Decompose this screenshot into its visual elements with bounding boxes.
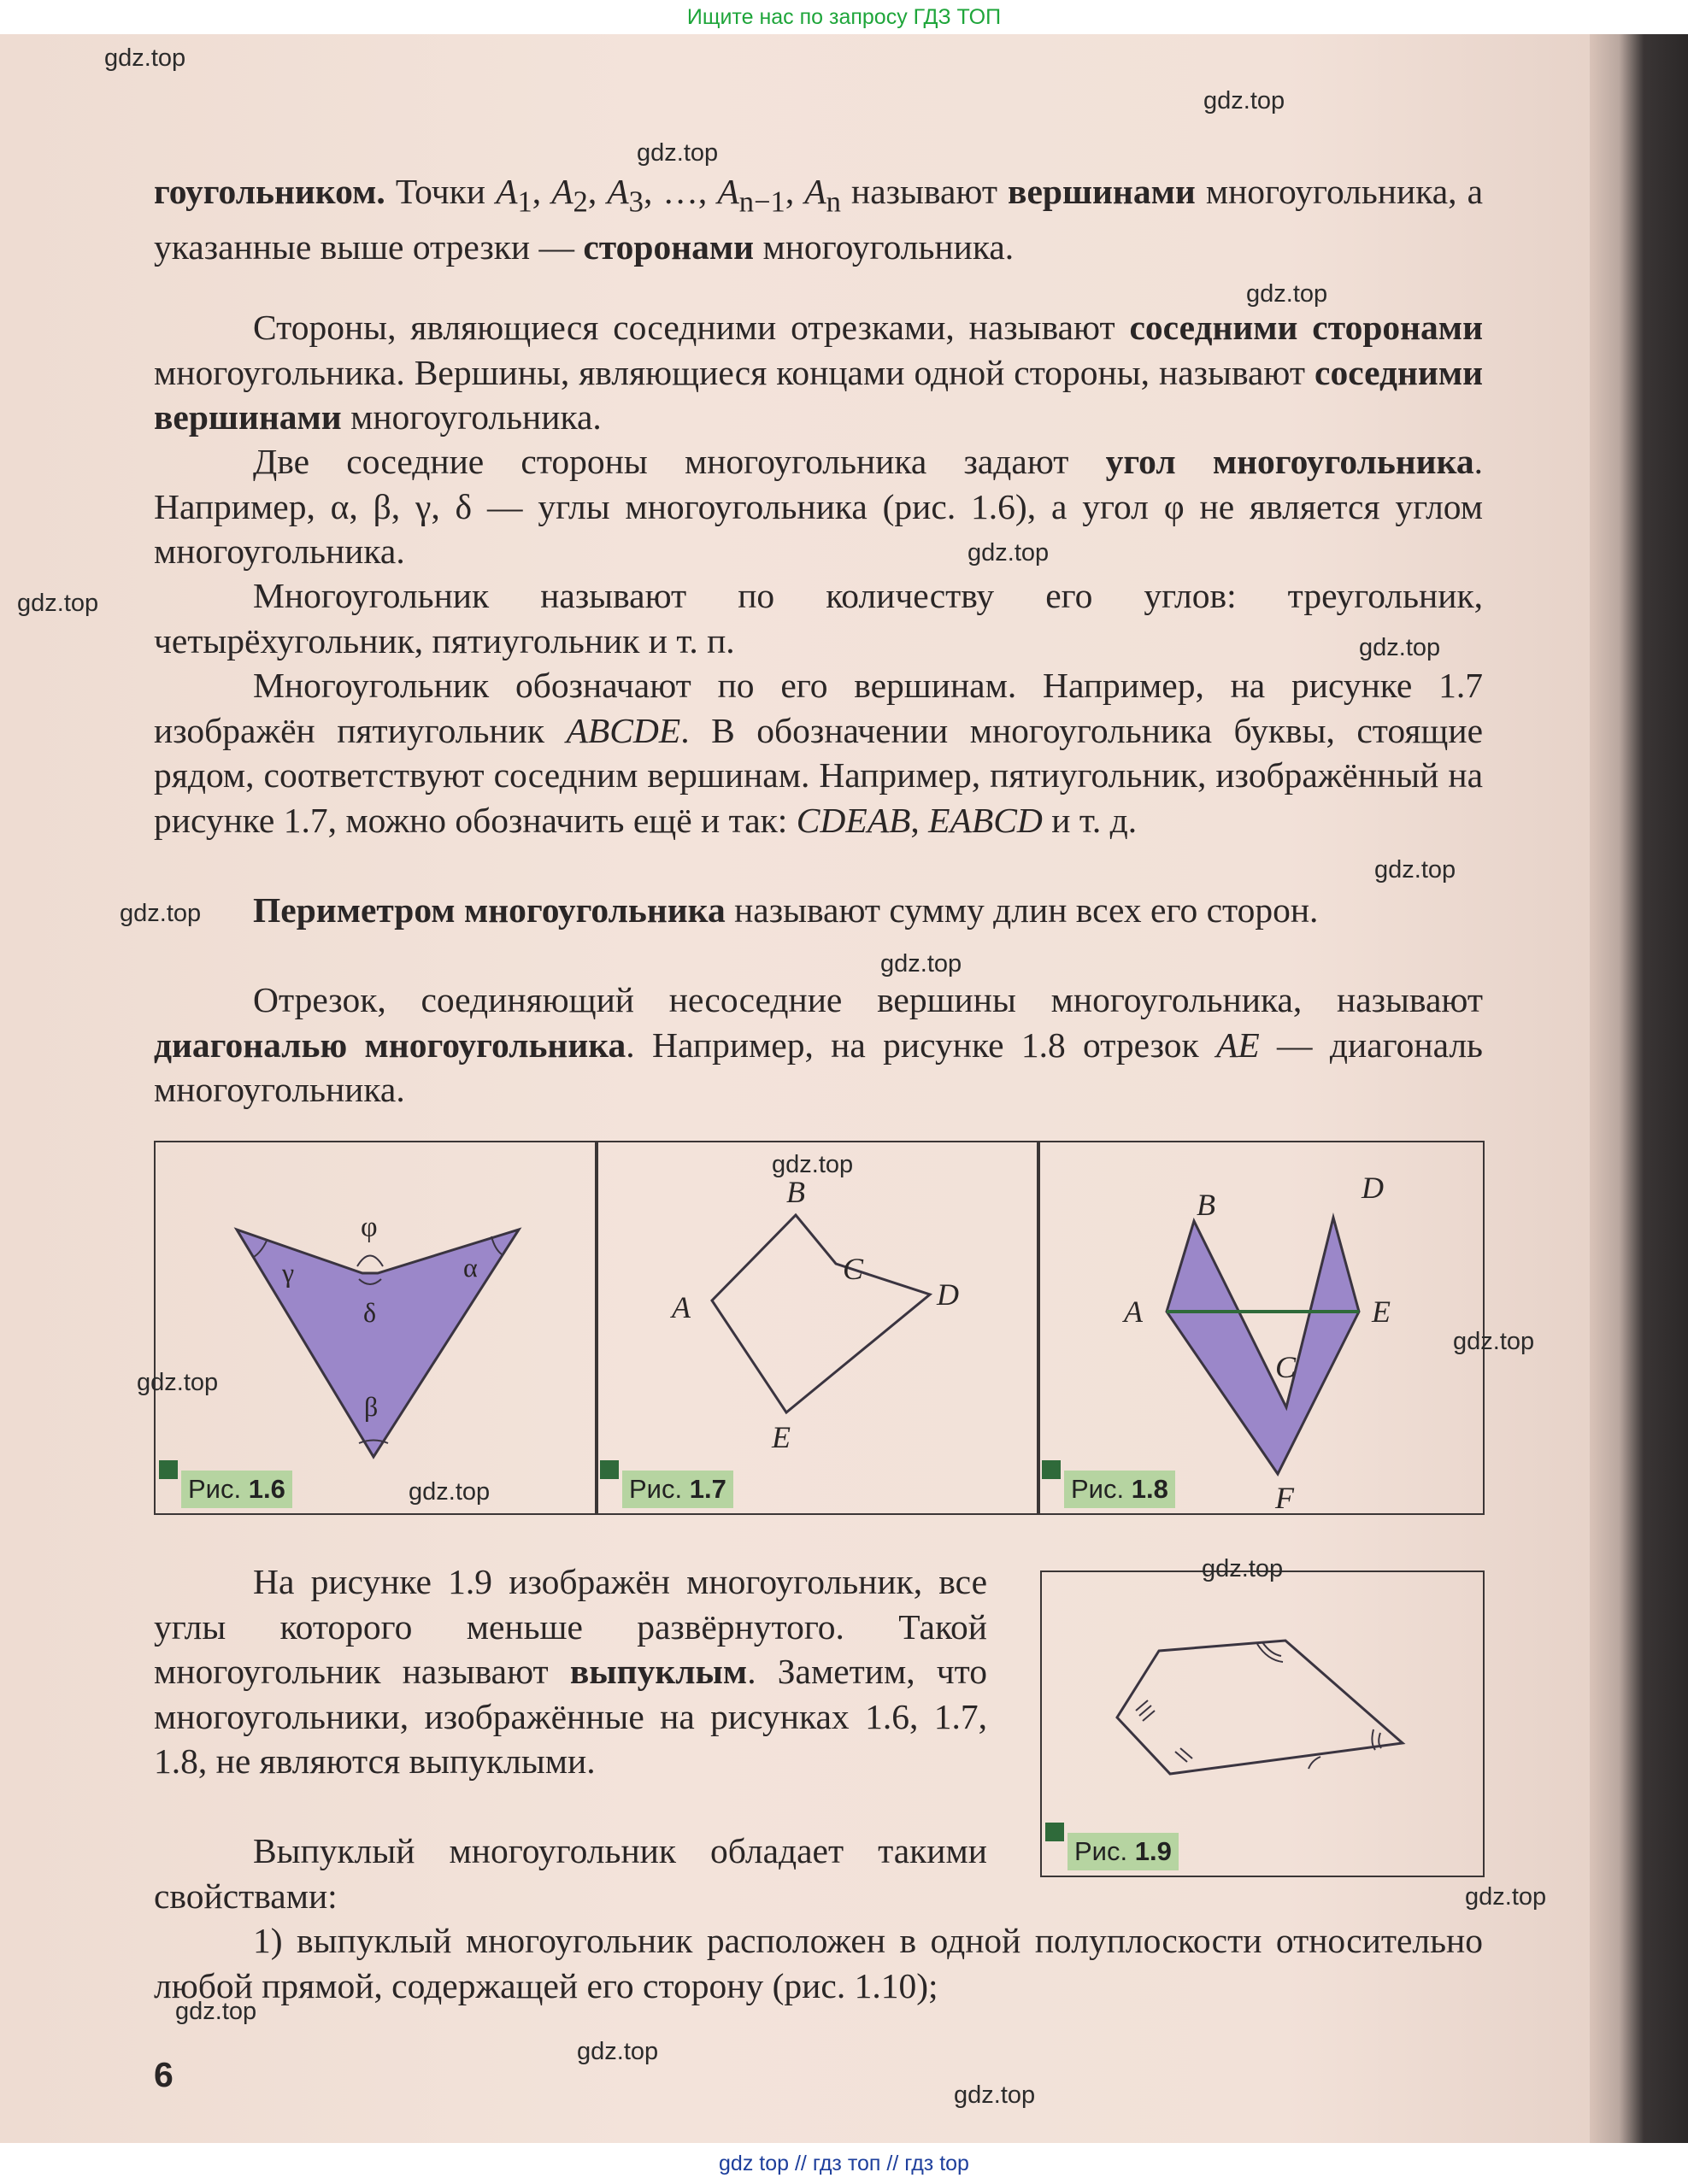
- math-sub: n: [826, 185, 841, 219]
- caption-prefix: Рис.: [1071, 1474, 1125, 1504]
- figure-marker: [159, 1460, 178, 1479]
- bold-term: вершинами: [1008, 172, 1196, 211]
- ellipsis: …: [662, 172, 698, 211]
- math-sub: n−1: [738, 185, 785, 219]
- figure-marker: [1045, 1823, 1064, 1841]
- math-var: A: [804, 172, 826, 211]
- caption-number: 1.9: [1134, 1836, 1172, 1866]
- math-sub: 2: [573, 185, 588, 219]
- watermark-text: gdz.top: [120, 900, 202, 927]
- math-var: A: [551, 172, 573, 211]
- watermark-text: gdz.top: [409, 1478, 491, 1506]
- angle-arc-phi: [357, 1256, 383, 1267]
- paragraph-diagonal: [154, 978, 1483, 1113]
- hexagon: [1167, 1218, 1359, 1474]
- convex-polygon: [1117, 1641, 1403, 1774]
- pentagon: [712, 1215, 930, 1412]
- watermark-text: gdz.top: [175, 1998, 257, 2025]
- watermark-text: gdz.top: [1359, 634, 1441, 661]
- bold-term: соседними сторонами: [1129, 308, 1483, 347]
- figure-1-6-drawing: [156, 1142, 597, 1513]
- text-run: многоугольника. Вершины, являющиеся концами одной стороны, называют: [154, 352, 1315, 392]
- label-delta: δ: [363, 1297, 377, 1328]
- figure-1-9-drawing: [1042, 1572, 1483, 1876]
- math-var: CDEAB: [796, 800, 911, 840]
- text-run: Отрезок, соединяющий несоседние вершины многоугольника, называют: [253, 980, 1483, 1019]
- watermark-text: gdz.top: [637, 139, 719, 167]
- paragraph-properties: Выпуклый многоугольник обладает такими свойствами:: [154, 1831, 987, 1916]
- math-var: ABCDE: [566, 710, 681, 750]
- paragraph-naming: Многоугольник называют по количеству его углов: треугольник, четырёхугольник, пятиугольник и т. п.: [154, 576, 1483, 660]
- paragraph-convex: [154, 1559, 987, 1784]
- figure-1-7: [595, 1141, 1040, 1515]
- math-var: A: [607, 172, 629, 211]
- text-run: — диагональ многоугольника.: [154, 1024, 1483, 1109]
- figure-1-7-drawing: [597, 1142, 1038, 1513]
- vertex-label-a: A: [1124, 1295, 1143, 1329]
- vertex-label-b: B: [1197, 1188, 1215, 1222]
- figure-1-6: [154, 1141, 598, 1515]
- math-sub: 3: [628, 185, 644, 219]
- caption-prefix: Рис.: [629, 1474, 683, 1504]
- paragraph-perimeter: [154, 888, 1483, 933]
- text-run: . Например, α, β, γ, δ — углы многоугольника (рис. 1.6), а угол φ не является углом многоугольника.: [154, 442, 1483, 571]
- text-run: . В обозначении многоугольника буквы, стоящие рядом, соответствуют соседним вершинам. Например, пятиугольник, изображённый на рисунке 1.7, можно обозначить ещё и так:: [154, 710, 1484, 840]
- text-run: и т. д.: [1042, 800, 1138, 840]
- text-run: многоугольника, а указанные выше отрезки —: [154, 172, 1484, 267]
- figure-caption: [622, 1471, 733, 1508]
- paragraph-property-1: 1) выпуклый многоугольник расположен в одной полуплоскости относительно любой прямой, содержащей его сторону (рис. 1.10);: [154, 1921, 1483, 2005]
- text-run: Точки: [385, 172, 497, 211]
- math-var: EABCD: [928, 800, 1043, 840]
- bold-term: диагональю многоугольника: [154, 1024, 626, 1065]
- vertex-label-b: B: [786, 1175, 805, 1209]
- vertex-label-c: C: [843, 1252, 864, 1286]
- text-run: Две соседние стороны многоугольника задают: [253, 442, 1106, 481]
- vertex-label-d: D: [937, 1277, 959, 1312]
- watermark-text: gdz.top: [1453, 1328, 1535, 1355]
- angle-arc: [1309, 1757, 1320, 1769]
- vertex-label-f: F: [1275, 1481, 1294, 1513]
- bold-term: соседними вершинами: [154, 352, 1483, 437]
- label-beta: β: [364, 1391, 379, 1422]
- label-alpha: α: [463, 1252, 478, 1283]
- watermark-text: gdz.top: [17, 590, 99, 617]
- text-run: ,: [910, 800, 929, 840]
- math-var: A: [717, 172, 739, 211]
- text-run: Стороны, являющиеся соседними отрезками, называют: [253, 308, 1130, 347]
- bold-term: сторонами: [583, 226, 755, 267]
- bottom-banner[interactable]: gdz top // гдз топ // гдз top: [0, 2143, 1688, 2184]
- paragraph-adjacent: [154, 305, 1483, 440]
- top-banner[interactable]: Ищите нас по запросу ГДЗ ТОП: [0, 0, 1688, 34]
- bold-term: гоугольником.: [154, 172, 385, 211]
- figure-marker: [600, 1460, 619, 1479]
- math-sub: 1: [517, 185, 532, 219]
- paragraph-notation: [154, 663, 1483, 842]
- text-run: . Заметим, что многоугольники, изображённые на рисунках 1.6, 1.7, 1.8, не являются выпуклыми.: [154, 1652, 987, 1781]
- label-gamma: γ: [282, 1257, 295, 1288]
- watermark-text: gdz.top: [772, 1151, 854, 1178]
- watermark-text: gdz.top: [954, 2081, 1036, 2109]
- watermark-text: gdz.top: [1465, 1883, 1547, 1911]
- caption-number: 1.8: [1131, 1474, 1168, 1504]
- bold-term: выпуклым: [569, 1652, 748, 1691]
- caption-prefix: Рис.: [188, 1474, 242, 1504]
- page-edge: [1590, 34, 1688, 2143]
- bold-term: Периметром многоугольника: [253, 890, 726, 930]
- figure-caption: [1064, 1471, 1175, 1508]
- caption-number: 1.7: [689, 1474, 726, 1504]
- watermark-text: gdz.top: [137, 1369, 219, 1396]
- watermark-text: gdz.top: [1203, 87, 1285, 114]
- vertex-label-e: E: [1372, 1295, 1391, 1329]
- watermark-text: gdz.top: [1374, 856, 1456, 884]
- caption-number: 1.6: [248, 1474, 285, 1504]
- text-run: многоугольника.: [754, 226, 1015, 267]
- text-run: На рисунке 1.9 изображён многоугольник, все углы которого меньше развёрнутого. Такой многоугольник называют: [154, 1562, 987, 1691]
- vertex-label-a: A: [672, 1290, 691, 1324]
- math-var: A: [496, 172, 518, 211]
- watermark-text: gdz.top: [104, 44, 186, 72]
- watermark-text: gdz.top: [880, 950, 962, 978]
- caption-prefix: Рис.: [1074, 1836, 1128, 1866]
- text-run: Многоугольник обозначают по его вершинам. Например, на рисунке 1.7 изображён пятиугольник: [154, 666, 1483, 750]
- figure-1-9: [1040, 1570, 1485, 1877]
- bold-term: угол многоугольника: [1105, 442, 1474, 481]
- text-run: . Например, на рисунке 1.8 отрезок: [626, 1024, 1216, 1065]
- figure-marker: [1042, 1460, 1061, 1479]
- figure-1-8: [1037, 1141, 1485, 1515]
- figure-caption: [181, 1471, 292, 1508]
- figure-caption: [1067, 1833, 1179, 1870]
- text-run: называют сумму длин всех его сторон.: [725, 890, 1319, 930]
- vertex-label-e: E: [772, 1420, 791, 1454]
- math-var: AE: [1215, 1024, 1260, 1065]
- text-run: многоугольника.: [341, 397, 602, 437]
- page-number: 6: [154, 2055, 174, 2094]
- paragraph-vertices-sides: гоугольником. Точки $A_1$, $A_2$, $A_3$, …, $A_{n-1}$, $A_n$ называют вершинами многоугольника, а указанные выше отрезки — сторонами многоугольника.: [154, 172, 1484, 267]
- label-phi: φ: [361, 1212, 378, 1243]
- vertex-label-d: D: [1362, 1171, 1384, 1205]
- watermark-text: gdz.top: [577, 2038, 659, 2065]
- watermark-text: gdz.top: [1246, 280, 1328, 308]
- watermark-text: gdz.top: [968, 539, 1050, 567]
- figure-1-8-drawing: [1038, 1142, 1483, 1513]
- text-run: называют: [840, 172, 1009, 211]
- paragraph-angle: [154, 439, 1483, 574]
- vertex-label-c: C: [1275, 1350, 1297, 1384]
- angle-arc: [1257, 1644, 1283, 1662]
- watermark-text: gdz.top: [1202, 1555, 1284, 1582]
